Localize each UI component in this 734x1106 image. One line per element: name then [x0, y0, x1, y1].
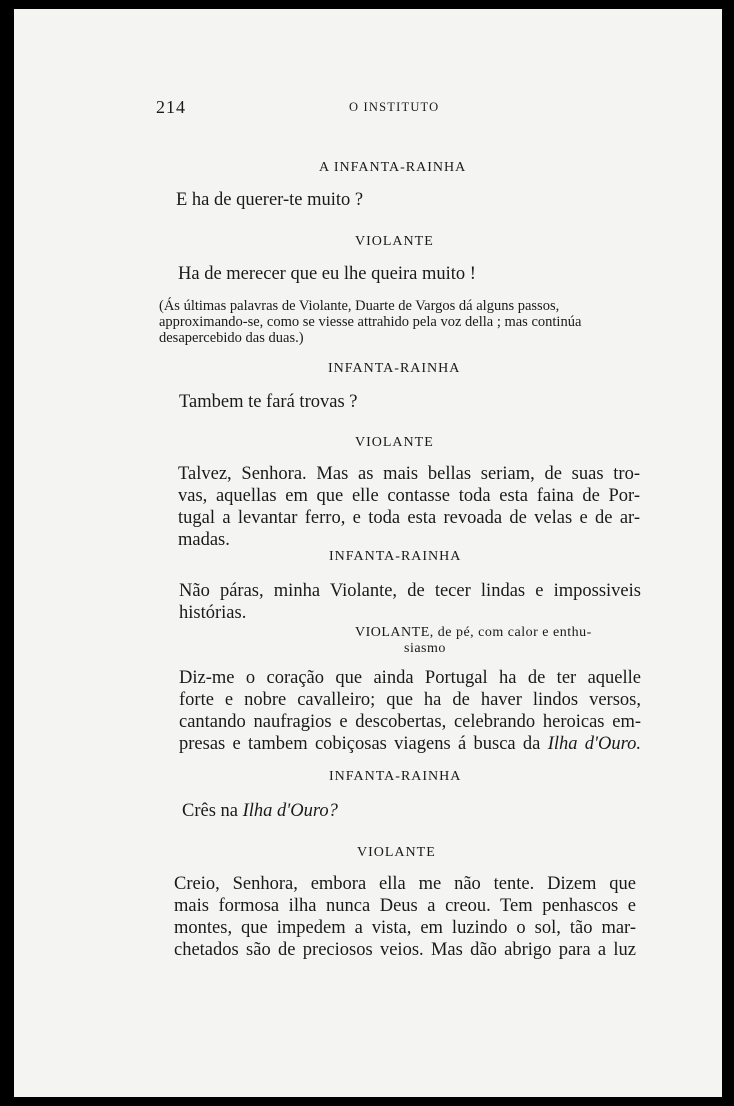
- speech-text: Crês na: [182, 801, 238, 821]
- italic-place-name: Ilha d'Ouro.: [547, 734, 642, 754]
- page-number: 214: [156, 97, 186, 117]
- speech-line: Ha de merecer que eu lhe queira muito !: [178, 264, 476, 284]
- speech-line: cantando naufragios e descobertas, celebrando heroicas em-: [179, 712, 641, 732]
- speech-line: montes, que impedem a vista, em luzindo o sol, tão mar-: [174, 918, 636, 938]
- speech-line: [182, 801, 338, 822]
- speech-paragraph: [174, 873, 636, 961]
- speech-line: tugal a levantar ferro, e toda esta revoada de velas e de ar-: [178, 508, 640, 528]
- speech-line: E ha de querer-te muito ?: [176, 190, 364, 210]
- speaker-name: VIOLANTE: [355, 234, 434, 249]
- speech-line: histórias.: [179, 603, 247, 623]
- speech-line: vas, aquellas em que elle contasse toda esta faina de Por-: [178, 486, 640, 506]
- speech-paragraph: [179, 580, 641, 624]
- speech-line: Tambem te fará trovas ?: [179, 392, 358, 412]
- speaker-name: INFANTA-RAINHA: [329, 549, 462, 564]
- speech-line: madas.: [178, 530, 230, 550]
- stage-direction-line: approximando-se, como se viesse attrahido pela voz della ; mas continúa: [159, 314, 582, 330]
- speech-line: mais formosa ilha nunca Deus a creou. Tem penhascos e: [174, 896, 636, 916]
- speaker-name: INFANTA-RAINHA: [329, 769, 462, 784]
- speaker-name-continued: siasmo: [404, 641, 446, 656]
- speech-line: Talvez, Senhora. Mas as mais bellas seriam, de suas tro-: [178, 464, 640, 484]
- speech-line: Não páras, minha Violante, de tecer lindas e impossiveis: [179, 581, 641, 601]
- speech-paragraph: [179, 667, 641, 755]
- speech-line: [179, 733, 641, 755]
- book-page: [14, 9, 722, 1097]
- italic-place-name: Ilha d'Ouro?: [242, 801, 338, 821]
- speech-text: presas e tambem cobiçosas viagens á busca da: [179, 734, 541, 754]
- speech-line: Creio, Senhora, embora ella me não tente. Dizem que: [174, 874, 636, 894]
- speech-line: forte e nobre cavalleiro; que ha de haver lindos versos,: [179, 690, 641, 710]
- speech-paragraph: [178, 463, 640, 551]
- speaker-name: VIOLANTE, de pé, com calor e enthu-: [355, 625, 592, 640]
- stage-direction: [159, 298, 581, 346]
- speech-line: chetados são de preciosos veios. Mas dão abrigo para a luz: [174, 940, 636, 960]
- speaker-name: INFANTA-RAINHA: [328, 361, 461, 376]
- speaker-name: VIOLANTE: [355, 435, 434, 450]
- speaker-name: A INFANTA-RAINHA: [319, 160, 467, 175]
- stage-direction-line: desapercebido das duas.): [159, 330, 304, 346]
- speech-line: Diz-me o coração que ainda Portugal ha de ter aquelle: [179, 668, 641, 688]
- stage-direction-line: (Ás últimas palavras de Violante, Duarte de Vargos dá alguns passos,: [159, 298, 560, 314]
- speaker-name: VIOLANTE: [357, 845, 436, 860]
- running-head: O INSTITUTO: [349, 100, 440, 114]
